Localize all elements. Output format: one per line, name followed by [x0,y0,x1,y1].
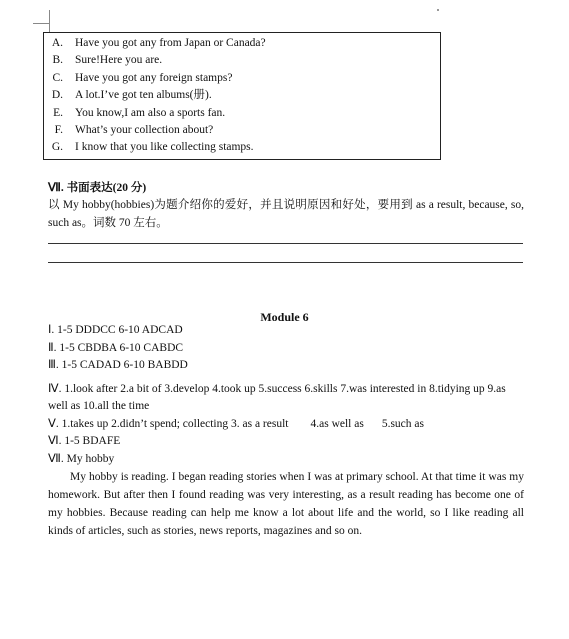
option-e [44,105,440,122]
answer-key [48,322,524,540]
option-text: Have you got any from Japan or Canada? [75,37,266,49]
option-text: I know that you like collecting stamps. [75,141,254,154]
module-title: Module 6 [260,310,309,324]
option-text: You know,I am also a sports fan. [75,106,226,119]
option-b [44,52,440,69]
margin-mark-horizontal [33,23,49,24]
answer-section-4: Ⅳ. 1.look after 2.a bit of 3.develop 4.took up 5.success 6.skills 7.was interested in 8.tidying up 9.as well as 10.all the time [48,382,506,412]
writing-line [48,243,523,244]
option-letter: E. [53,106,63,119]
answer-5-part: 4.as well as [310,417,364,430]
option-letter: D. [51,89,63,102]
answer-section-2: Ⅱ. 1-5 CBDBA 6-10 CABDC [48,341,184,354]
margin-mark-dot [437,9,439,11]
option-a [44,35,440,52]
answer-5-part: Ⅴ. 1.takes up 2.didn’t spend; collecting 3. as a result [48,417,289,430]
answer-section-6: Ⅵ. 1-5 BDAFE [48,435,121,447]
option-f [44,122,440,139]
answer-section-7-title: Ⅶ. My hobby [48,452,115,465]
option-text: What’s your collection about? [75,123,214,136]
writing-line [48,262,523,263]
option-letter: A. [51,37,63,49]
option-g [44,139,440,156]
option-d [44,87,440,104]
option-text: A lot.I’ve got ten albums(册). [75,89,212,102]
margin-mark-vertical [49,10,50,32]
option-c [44,70,440,87]
answer-section-5 [48,416,524,434]
options-box [43,32,441,160]
answer-section-3: Ⅲ. 1-5 CADAD 6-10 BABDD [48,359,188,371]
option-text: Sure!Here you are. [75,54,163,67]
option-letter: B. [52,54,63,67]
answer-section-1: Ⅰ. 1-5 DDDCC 6-10 ADCAD [48,324,183,336]
writing-section-heading: Ⅶ. 书面表达(20 分) [48,182,147,194]
option-letter: G. [51,141,63,154]
option-letter: C. [52,71,63,84]
writing-task-prompt: 以 My hobby(hobbies)为题介绍你的爱好，并且说明原因和好处，要用到 as a result, because, so, such as。词数 70 左右。 [48,199,524,229]
option-letter: F. [54,123,63,136]
option-text: Have you got any foreign stamps? [75,71,233,84]
answer-5-part: 5.such as [381,417,424,430]
sample-essay: My hobby is reading. I began reading stories when I was at primary school. At that time it was my homework. But after then I found reading was very interesting, as a result reading has become one of my hobbies. Because reading can help me know a lot about life and the world, so I like reading all kinds of articles, such as stories, news reports, magazines and so on. [48,471,524,537]
